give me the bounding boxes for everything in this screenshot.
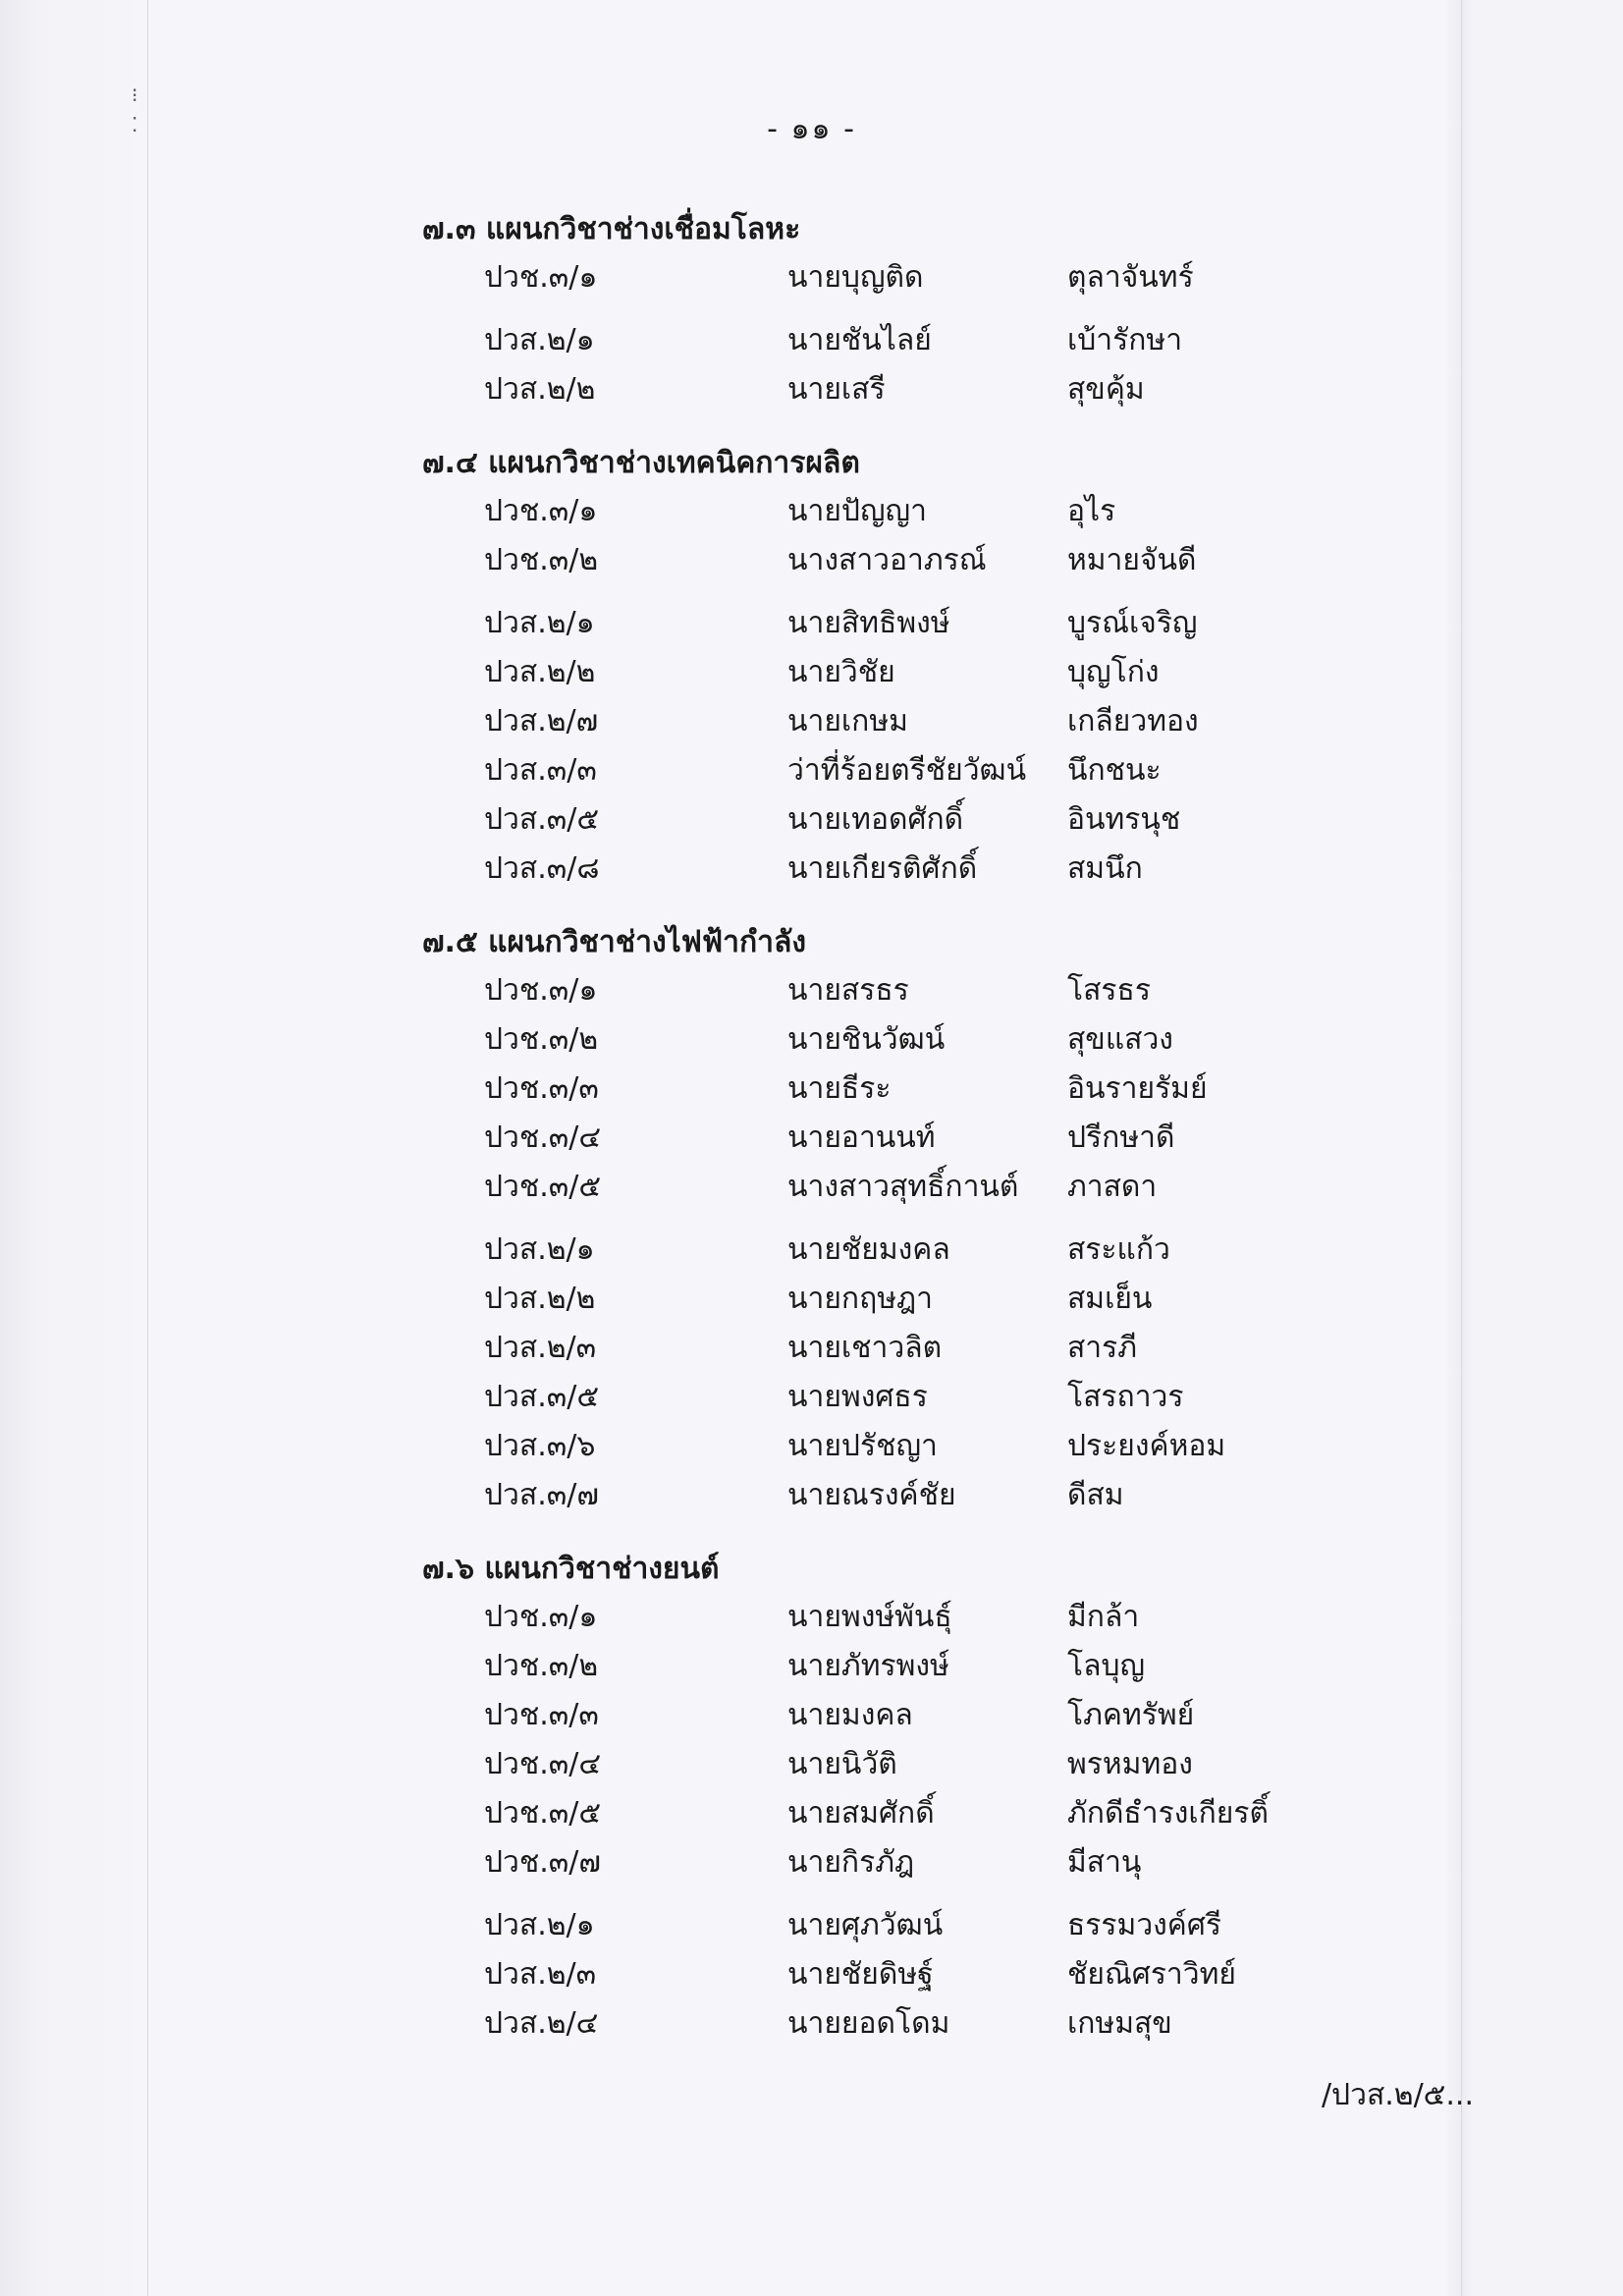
staff-surname: อินทรนุช (1067, 802, 1181, 837)
staff-surname: บุญโก่ง (1067, 655, 1160, 689)
staff-surname: สระแก้ว (1067, 1232, 1170, 1267)
staff-name: นายสมศักดิ์ (787, 1796, 935, 1831)
class-code: ปวช.๓/๓ (484, 1071, 599, 1106)
staff-name: นายกิรภัฎ (787, 1845, 915, 1880)
class-code: ปวส.๒/๗ (484, 704, 599, 738)
staff-row (422, 1471, 1502, 1520)
staff-row (422, 1789, 1502, 1838)
staff-name: นายสรธร (787, 973, 909, 1008)
staff-name: นายชินวัฒน์ (787, 1022, 946, 1057)
staff-row (422, 1740, 1502, 1789)
class-code: ปวส.๒/๑ (484, 1908, 595, 1942)
staff-list (422, 206, 1502, 2049)
staff-name: นายกฤษฎา (787, 1282, 934, 1316)
staff-row (422, 1901, 1502, 1950)
class-code: ปวช.๓/๑ (484, 1600, 598, 1634)
staff-name: นายบุญติด (787, 260, 924, 295)
staff-surname: สมนึก (1067, 851, 1143, 886)
class-code: ปวส.๒/๒ (484, 1282, 596, 1316)
staff-row (422, 1114, 1502, 1163)
staff-name: นายมงคล (787, 1698, 913, 1732)
staff-surname: โลบุญ (1067, 1649, 1146, 1683)
class-code: ปวส.๒/๑ (484, 323, 595, 357)
class-code: ปวส.๓/๗ (484, 1478, 599, 1512)
staff-row (422, 253, 1502, 302)
staff-row (422, 1642, 1502, 1691)
class-code: ปวส.๓/๕ (484, 1380, 600, 1414)
group-spacer (422, 1887, 1502, 1901)
staff-row (422, 697, 1502, 746)
department-section (422, 1546, 1502, 2049)
staff-surname: สุขแสวง (1067, 1022, 1173, 1057)
staff-surname: มีสานุ (1067, 1845, 1142, 1880)
staff-surname: ดีสม (1067, 1478, 1124, 1512)
class-code: ปวช.๓/๒ (484, 1649, 599, 1683)
staff-name: นายอานนท์ (787, 1121, 936, 1155)
staff-name: นางสาวอาภรณ์ (787, 543, 987, 577)
class-code: ปวช.๓/๒ (484, 1022, 599, 1057)
staff-row (422, 1593, 1502, 1642)
class-code: ปวช.๓/๑ (484, 494, 598, 528)
staff-surname: สารภี (1067, 1331, 1138, 1365)
class-code: ปวส.๒/๑ (484, 1232, 595, 1267)
staff-surname: เบ้ารักษา (1067, 323, 1183, 357)
department-section (422, 206, 1502, 440)
staff-row (422, 599, 1502, 648)
section-spacer (422, 894, 1502, 919)
department-title: ๗.๓ แผนกวิชาช่างเชื่อมโลหะ (422, 212, 801, 246)
class-code: ปวช.๓/๗ (484, 1845, 601, 1880)
staff-surname: ภักดีธำรงเกียรติ์ (1067, 1796, 1269, 1831)
staff-row (422, 1015, 1502, 1065)
staff-row (422, 1373, 1502, 1422)
staff-name: นายยอดโดม (787, 2006, 950, 2041)
department-section (422, 440, 1502, 919)
section-spacer (422, 1520, 1502, 1546)
class-code: ปวช.๓/๕ (484, 1796, 602, 1831)
department-section (422, 919, 1502, 1546)
department-title: ๗.๔ แผนกวิชาช่างเทคนิคการผลิต (422, 446, 860, 480)
group-spacer (422, 302, 1502, 316)
staff-row (422, 1163, 1502, 1212)
staff-name: นายณรงค์ชัย (787, 1478, 956, 1512)
staff-surname: มีกล้า (1067, 1600, 1140, 1634)
continuation-ref: /ปวส.๒/๕... (1321, 2078, 1474, 2112)
class-code: ปวช.๓/๔ (484, 1121, 602, 1155)
staff-surname: สมเย็น (1067, 1282, 1153, 1316)
staff-name: นายเกษม (787, 704, 908, 738)
staff-row (422, 648, 1502, 697)
staff-name: นายธีระ (787, 1071, 892, 1106)
staff-surname: ธรรมวงค์ศรี (1067, 1908, 1222, 1942)
staff-row (422, 1950, 1502, 1999)
staff-surname: อุไร (1067, 494, 1116, 528)
staff-surname: สุขคุ้ม (1067, 372, 1145, 407)
department-title: ๗.๕ แผนกวิชาช่างไฟฟ้ากำลัง (422, 925, 807, 959)
staff-name: นายพงษ์พันธุ์ (787, 1600, 952, 1634)
staff-name: นายเทอดศักดิ์ (787, 802, 964, 837)
staff-name: นายเชาวลิต (787, 1331, 943, 1365)
staff-row (422, 966, 1502, 1015)
staff-name: นายเสรี (787, 372, 886, 407)
class-code: ปวส.๒/๒ (484, 655, 596, 689)
class-code: ปวช.๓/๒ (484, 543, 599, 577)
staff-row (422, 1999, 1502, 2049)
staff-surname: ภาสดา (1067, 1170, 1158, 1204)
staff-row (422, 795, 1502, 845)
staff-name: นายภัทรพงษ์ (787, 1649, 949, 1683)
section-spacer (422, 414, 1502, 440)
staff-name: นายสิทธิพงษ์ (787, 606, 950, 640)
staff-name: นายชันไลย์ (787, 323, 932, 357)
staff-surname: นึกชนะ (1067, 753, 1162, 788)
staff-surname: เกลียวทอง (1067, 704, 1199, 738)
staff-row (422, 316, 1502, 365)
staff-surname: เกษมสุข (1067, 2006, 1172, 2041)
staff-row (422, 536, 1502, 585)
staff-surname: ปรีกษาดี (1067, 1121, 1175, 1155)
staff-surname: โภคทรัพย์ (1067, 1698, 1195, 1732)
class-code: ปวช.๓/๔ (484, 1747, 602, 1781)
staff-row (422, 746, 1502, 795)
class-code: ปวส.๒/๒ (484, 372, 596, 407)
staff-row (422, 845, 1502, 894)
staff-name: นายวิชัย (787, 655, 895, 689)
staff-row (422, 1226, 1502, 1275)
staff-row (422, 365, 1502, 414)
staff-surname: โสรถาวร (1067, 1380, 1184, 1414)
staff-name: นายเกียรติศักดิ์ (787, 851, 978, 886)
class-code: ปวช.๓/๕ (484, 1170, 602, 1204)
class-code: ปวส.๒/๔ (484, 2006, 599, 2041)
staff-name: นายชัยดิษฐ์ (787, 1957, 934, 1992)
class-code: ปวช.๓/๑ (484, 973, 598, 1008)
staff-surname: บูรณ์เจริญ (1067, 606, 1198, 640)
class-code: ปวส.๓/๓ (484, 753, 597, 788)
staff-row (422, 1838, 1502, 1887)
staff-row (422, 1691, 1502, 1740)
group-spacer (422, 1212, 1502, 1226)
staff-name: นางสาวสุทธิ์กานต์ (787, 1170, 1019, 1204)
staff-name: นายปรัชญา (787, 1429, 938, 1463)
class-code: ปวช.๓/๓ (484, 1698, 599, 1732)
department-title: ๗.๖ แผนกวิชาช่างยนต์ (422, 1552, 720, 1586)
class-code: ปวส.๒/๓ (484, 1331, 597, 1365)
scan-edge-left (147, 0, 148, 2296)
staff-row (422, 1422, 1502, 1471)
class-code: ปวส.๓/๖ (484, 1429, 596, 1463)
staff-name: ว่าที่ร้อยตรีชัยวัฒน์ (787, 753, 1027, 788)
class-code: ปวช.๓/๑ (484, 260, 598, 295)
class-code: ปวส.๓/๕ (484, 802, 600, 837)
group-spacer (422, 585, 1502, 599)
staff-surname: ตุลาจันทร์ (1067, 260, 1194, 295)
staff-row (422, 1065, 1502, 1114)
staff-surname: พรหมทอง (1067, 1747, 1193, 1781)
class-code: ปวส.๓/๘ (484, 851, 600, 886)
class-code: ปวส.๒/๑ (484, 606, 595, 640)
staff-surname: ชัยณิศราวิทย์ (1067, 1957, 1236, 1992)
staff-name: นายปัญญา (787, 494, 927, 528)
staff-name: นายนิวัติ (787, 1747, 897, 1781)
staff-surname: อินรายรัมย์ (1067, 1071, 1208, 1106)
staff-surname: โสรธร (1067, 973, 1151, 1008)
staff-row (422, 487, 1502, 536)
scan-specks: ⁝ ⁚ (132, 83, 138, 137)
staff-name: นายชัยมงคล (787, 1232, 950, 1267)
staff-row (422, 1324, 1502, 1373)
staff-name: นายศุภวัฒน์ (787, 1908, 944, 1942)
staff-surname: หมายจันดี (1067, 543, 1197, 577)
staff-row (422, 1275, 1502, 1324)
class-code: ปวส.๒/๓ (484, 1957, 597, 1992)
page-number: - ๑๑ - (767, 112, 856, 146)
staff-name: นายพงศธร (787, 1380, 928, 1414)
staff-surname: ประยงค์หอม (1067, 1429, 1226, 1463)
